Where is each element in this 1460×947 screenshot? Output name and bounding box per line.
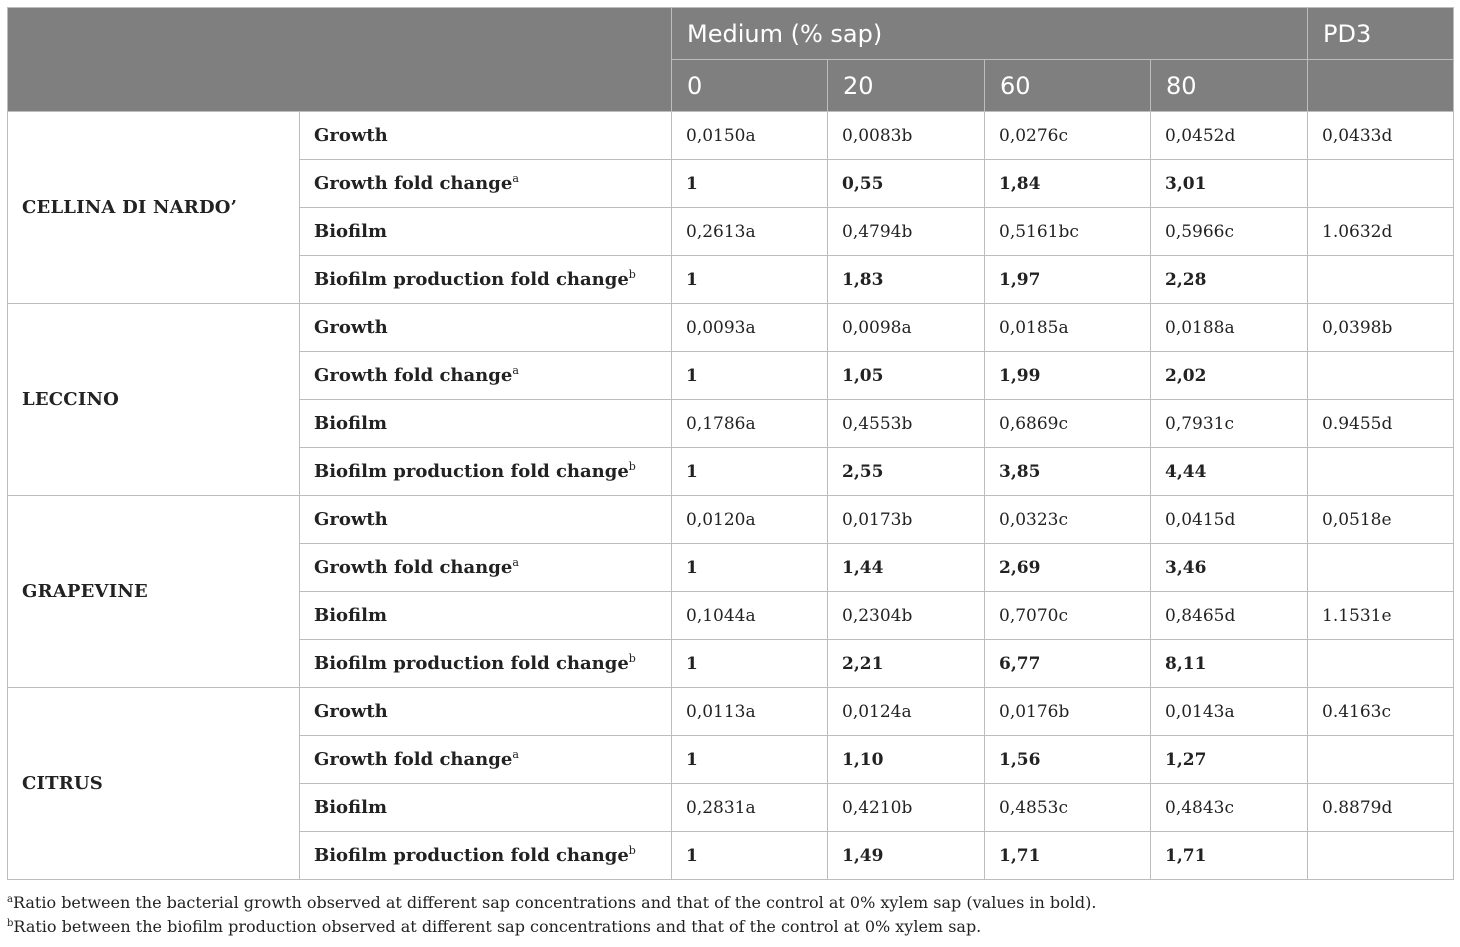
- value-cell: 0,7070c: [985, 592, 1151, 640]
- value-cell: 2,69: [985, 544, 1151, 592]
- metric-label: [300, 640, 672, 688]
- pd3-cell: [1308, 352, 1454, 400]
- medium-header: Medium (% sap): [672, 8, 1308, 60]
- value-cell: 1: [672, 832, 828, 880]
- table-row: [8, 304, 1454, 352]
- pd3-cell: 0,0433d: [1308, 112, 1454, 160]
- value-cell: 0,0150a: [672, 112, 828, 160]
- metric-label: [300, 736, 672, 784]
- value-cell: 0,0188a: [1151, 304, 1308, 352]
- metric-text: Biofilm: [314, 605, 388, 626]
- pd3-cell: 1.0632d: [1308, 208, 1454, 256]
- cultivar-label: GRAPEVINE: [8, 496, 300, 688]
- value-cell: 1: [672, 736, 828, 784]
- value-cell: 1,84: [985, 160, 1151, 208]
- value-cell: 0,55: [828, 160, 985, 208]
- value-cell: 0,4210b: [828, 784, 985, 832]
- value-cell: 0,6869c: [985, 400, 1151, 448]
- metric-text: Biofilm production fold change: [314, 845, 629, 866]
- footnote-reference: b: [628, 652, 636, 665]
- value-cell: 1: [672, 448, 828, 496]
- footnote: [7, 891, 1447, 915]
- concentration-header: 60: [985, 60, 1151, 112]
- metric-label: [300, 592, 672, 640]
- footnote-text: Ratio between the bacterial growth observed at different sap concentrations and that of the control at 0% xylem sap (values in bold).: [12, 893, 1097, 912]
- pd3-cell: [1308, 832, 1454, 880]
- pd3-cell: 0,0518e: [1308, 496, 1454, 544]
- table-row: [8, 496, 1454, 544]
- pd3-cell: [1308, 640, 1454, 688]
- concentration-header: 0: [672, 60, 828, 112]
- concentration-header: 20: [828, 60, 985, 112]
- value-cell: 1,71: [1151, 832, 1308, 880]
- metric-text: Growth fold change: [314, 557, 513, 578]
- table-row: [8, 688, 1454, 736]
- value-cell: 2,55: [828, 448, 985, 496]
- metric-label: [300, 688, 672, 736]
- metric-text: Growth: [314, 509, 388, 530]
- value-cell: 0,0176b: [985, 688, 1151, 736]
- pd3-cell: 0.9455d: [1308, 400, 1454, 448]
- value-cell: 0,5966c: [1151, 208, 1308, 256]
- pd3-cell: [1308, 448, 1454, 496]
- footnote-reference: a: [512, 556, 519, 569]
- value-cell: 0,2613a: [672, 208, 828, 256]
- value-cell: 0,0093a: [672, 304, 828, 352]
- value-cell: 1,97: [985, 256, 1151, 304]
- value-cell: 1,05: [828, 352, 985, 400]
- value-cell: 1,71: [985, 832, 1151, 880]
- metric-text: Biofilm: [314, 221, 388, 242]
- metric-text: Growth: [314, 317, 388, 338]
- value-cell: 0,0452d: [1151, 112, 1308, 160]
- value-cell: 1,99: [985, 352, 1151, 400]
- metric-label: [300, 352, 672, 400]
- value-cell: 3,01: [1151, 160, 1308, 208]
- value-cell: 1: [672, 160, 828, 208]
- metric-text: Growth fold change: [314, 365, 513, 386]
- metric-label: [300, 112, 672, 160]
- footnote-mark: a: [7, 894, 13, 905]
- pd3-cell: [1308, 736, 1454, 784]
- table-body: [8, 112, 1454, 880]
- value-cell: 0,1044a: [672, 592, 828, 640]
- value-cell: 0,0083b: [828, 112, 985, 160]
- value-cell: 8,11: [1151, 640, 1308, 688]
- metric-text: Growth fold change: [314, 173, 513, 194]
- metric-label: [300, 496, 672, 544]
- pd3-cell: [1308, 256, 1454, 304]
- cultivar-label: CELLINA DI NARDO’: [8, 112, 300, 304]
- value-cell: 0,4553b: [828, 400, 985, 448]
- metric-text: Biofilm: [314, 797, 388, 818]
- table-row: [8, 112, 1454, 160]
- footnote-reference: a: [512, 364, 519, 377]
- pd3-header: PD3: [1308, 8, 1454, 60]
- pd3-cell: [1308, 160, 1454, 208]
- header-empty-cell: [8, 8, 672, 112]
- value-cell: 1,10: [828, 736, 985, 784]
- metric-label: [300, 544, 672, 592]
- footnote-reference: b: [628, 460, 636, 473]
- cultivar-label: CITRUS: [8, 688, 300, 880]
- footnotes: [7, 891, 1447, 939]
- metric-text: Growth fold change: [314, 749, 513, 770]
- metric-text: Growth: [314, 701, 388, 722]
- metric-text: Biofilm production fold change: [314, 269, 629, 290]
- footnote-mark: b: [7, 918, 14, 929]
- value-cell: 0,1786a: [672, 400, 828, 448]
- footnote-text: Ratio between the biofilm production observed at different sap concentrations and that of the control at 0% xylem sap.: [13, 917, 982, 936]
- value-cell: 0,0143a: [1151, 688, 1308, 736]
- value-cell: 0,5161bc: [985, 208, 1151, 256]
- value-cell: 4,44: [1151, 448, 1308, 496]
- value-cell: 0,0124a: [828, 688, 985, 736]
- value-cell: 0,4843c: [1151, 784, 1308, 832]
- footnote-reference: a: [512, 172, 519, 185]
- value-cell: 0,0415d: [1151, 496, 1308, 544]
- cultivar-label: LECCINO: [8, 304, 300, 496]
- value-cell: 1,56: [985, 736, 1151, 784]
- value-cell: 0,2304b: [828, 592, 985, 640]
- footnote-reference: b: [628, 268, 636, 281]
- metric-label: [300, 160, 672, 208]
- metric-text: Growth: [314, 125, 388, 146]
- value-cell: 0,0276c: [985, 112, 1151, 160]
- metric-text: Biofilm: [314, 413, 388, 434]
- value-cell: 0,2831a: [672, 784, 828, 832]
- value-cell: 6,77: [985, 640, 1151, 688]
- value-cell: 1: [672, 544, 828, 592]
- metric-label: [300, 832, 672, 880]
- value-cell: 3,46: [1151, 544, 1308, 592]
- value-cell: 1: [672, 640, 828, 688]
- value-cell: 0,0098a: [828, 304, 985, 352]
- value-cell: 3,85: [985, 448, 1151, 496]
- value-cell: 2,28: [1151, 256, 1308, 304]
- pd3-cell: 0.4163c: [1308, 688, 1454, 736]
- value-cell: 1,49: [828, 832, 985, 880]
- value-cell: 2,02: [1151, 352, 1308, 400]
- metric-label: [300, 784, 672, 832]
- metric-text: Biofilm production fold change: [314, 461, 629, 482]
- value-cell: 0,8465d: [1151, 592, 1308, 640]
- value-cell: 0,0185a: [985, 304, 1151, 352]
- concentration-header: 80: [1151, 60, 1308, 112]
- pd3-cell: [1308, 544, 1454, 592]
- value-cell: 1,83: [828, 256, 985, 304]
- value-cell: 1,44: [828, 544, 985, 592]
- pd3-subheader-empty: [1308, 60, 1454, 112]
- value-cell: 0,4853c: [985, 784, 1151, 832]
- metric-label: [300, 208, 672, 256]
- metric-label: [300, 256, 672, 304]
- pd3-cell: 0,0398b: [1308, 304, 1454, 352]
- pd3-cell: 0.8879d: [1308, 784, 1454, 832]
- value-cell: 1,27: [1151, 736, 1308, 784]
- value-cell: 0,0173b: [828, 496, 985, 544]
- results-table: [7, 7, 1454, 880]
- value-cell: 0,0120a: [672, 496, 828, 544]
- footnote: [7, 915, 1447, 939]
- pd3-cell: 1.1531e: [1308, 592, 1454, 640]
- metric-label: [300, 304, 672, 352]
- footnote-reference: a: [512, 748, 519, 761]
- value-cell: 2,21: [828, 640, 985, 688]
- value-cell: 1: [672, 256, 828, 304]
- value-cell: 1: [672, 352, 828, 400]
- metric-label: [300, 448, 672, 496]
- value-cell: 0,7931c: [1151, 400, 1308, 448]
- value-cell: 0,0323c: [985, 496, 1151, 544]
- metric-text: Biofilm production fold change: [314, 653, 629, 674]
- value-cell: 0,4794b: [828, 208, 985, 256]
- value-cell: 0,0113a: [672, 688, 828, 736]
- footnote-reference: b: [628, 844, 636, 857]
- table-header: [8, 8, 1454, 112]
- metric-label: [300, 400, 672, 448]
